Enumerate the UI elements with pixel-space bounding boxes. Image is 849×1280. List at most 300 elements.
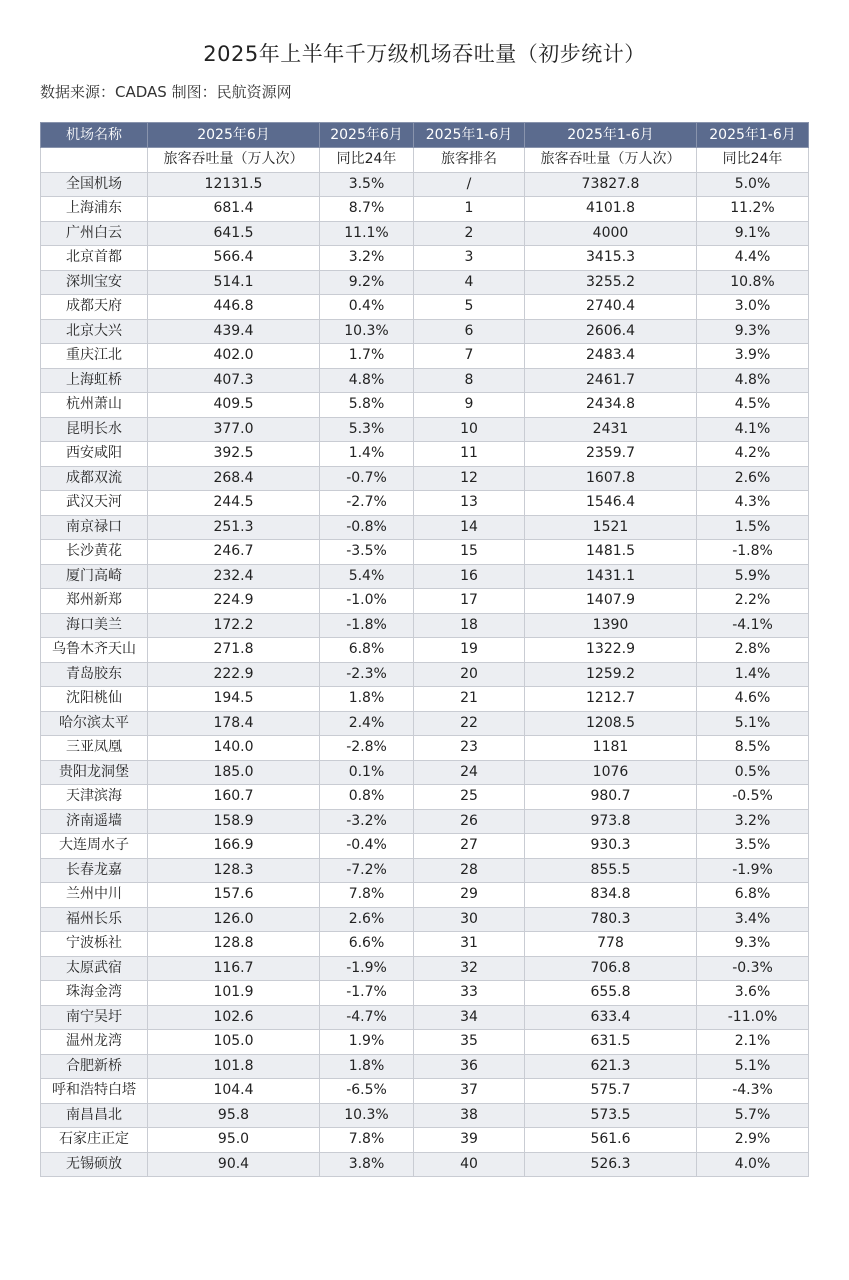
h1-rank-cell: 38 <box>414 1103 525 1128</box>
table-row <box>41 564 809 589</box>
h1-yoy-cell: 5.9% <box>697 564 809 589</box>
june-yoy-cell: -7.2% <box>320 858 414 883</box>
h1-yoy-cell: 5.0% <box>697 172 809 197</box>
h1-rank-cell: 34 <box>414 1005 525 1030</box>
table-row <box>41 662 809 687</box>
h1-yoy-cell: 0.5% <box>697 760 809 785</box>
h1-yoy-cell: -1.8% <box>697 540 809 565</box>
h1-passengers-cell: 1259.2 <box>525 662 697 687</box>
h1-rank-cell: 39 <box>414 1128 525 1153</box>
h1-rank-cell: 10 <box>414 417 525 442</box>
airport-name-cell: 杭州萧山 <box>41 393 148 418</box>
h1-yoy-cell: -11.0% <box>697 1005 809 1030</box>
table-row <box>41 736 809 761</box>
airport-name-cell: 广州白云 <box>41 221 148 246</box>
h1-yoy-cell: 5.7% <box>697 1103 809 1128</box>
h1-passengers-cell: 2606.4 <box>525 319 697 344</box>
june-yoy-cell: 1.8% <box>320 1054 414 1079</box>
airport-name-cell: 长春龙嘉 <box>41 858 148 883</box>
h1-rank-cell: 32 <box>414 956 525 981</box>
june-yoy-cell: -1.0% <box>320 589 414 614</box>
h1-passengers-cell: 1076 <box>525 760 697 785</box>
airport-name-cell: 乌鲁木齐天山 <box>41 638 148 663</box>
june-yoy-cell: -0.8% <box>320 515 414 540</box>
june-yoy-cell: 5.4% <box>320 564 414 589</box>
h1-yoy-cell: 4.2% <box>697 442 809 467</box>
h1-yoy-cell: 3.6% <box>697 981 809 1006</box>
june-passengers-cell: 402.0 <box>148 344 320 369</box>
h1-yoy-cell: -4.1% <box>697 613 809 638</box>
h1-yoy-cell: 10.8% <box>697 270 809 295</box>
june-passengers-cell: 90.4 <box>148 1152 320 1177</box>
airport-name-cell: 北京首都 <box>41 246 148 271</box>
airport-name-cell: 无锡硕放 <box>41 1152 148 1177</box>
june-passengers-cell: 158.9 <box>148 809 320 834</box>
h1-yoy-cell: 4.5% <box>697 393 809 418</box>
june-yoy-cell: 1.8% <box>320 687 414 712</box>
june-yoy-cell: 6.6% <box>320 932 414 957</box>
column-header-h1-rank: 2025年1-6月 <box>414 123 525 148</box>
june-passengers-cell: 105.0 <box>148 1030 320 1055</box>
june-yoy-cell: -3.5% <box>320 540 414 565</box>
june-yoy-cell: 2.4% <box>320 711 414 736</box>
june-passengers-cell: 224.9 <box>148 589 320 614</box>
table-row <box>41 442 809 467</box>
table-row <box>41 1030 809 1055</box>
h1-passengers-cell: 834.8 <box>525 883 697 908</box>
airport-name-cell: 宁波栎社 <box>41 932 148 957</box>
h1-yoy-cell: 5.1% <box>697 1054 809 1079</box>
june-passengers-cell: 271.8 <box>148 638 320 663</box>
h1-passengers-cell: 1390 <box>525 613 697 638</box>
h1-yoy-cell: 2.2% <box>697 589 809 614</box>
june-yoy-cell: -1.9% <box>320 956 414 981</box>
h1-passengers-cell: 1212.7 <box>525 687 697 712</box>
table-row <box>41 515 809 540</box>
h1-yoy-cell: -0.5% <box>697 785 809 810</box>
airport-name-cell: 石家庄正定 <box>41 1128 148 1153</box>
h1-yoy-cell: 9.1% <box>697 221 809 246</box>
june-yoy-cell: -2.3% <box>320 662 414 687</box>
june-yoy-cell: 2.6% <box>320 907 414 932</box>
h1-yoy-cell: 2.1% <box>697 1030 809 1055</box>
table-row <box>41 613 809 638</box>
table-row <box>41 1103 809 1128</box>
h1-passengers-cell: 526.3 <box>525 1152 697 1177</box>
h1-rank-cell: 12 <box>414 466 525 491</box>
june-passengers-cell: 128.3 <box>148 858 320 883</box>
june-passengers-cell: 641.5 <box>148 221 320 246</box>
h1-passengers-cell: 73827.8 <box>525 172 697 197</box>
june-passengers-cell: 157.6 <box>148 883 320 908</box>
column-header-h1-yoy: 2025年1-6月 <box>697 123 809 148</box>
table-row <box>41 834 809 859</box>
june-yoy-cell: 10.3% <box>320 319 414 344</box>
airport-name-cell: 成都双流 <box>41 466 148 491</box>
table-row <box>41 197 809 222</box>
june-passengers-cell: 407.3 <box>148 368 320 393</box>
june-passengers-cell: 409.5 <box>148 393 320 418</box>
june-passengers-cell: 392.5 <box>148 442 320 467</box>
h1-passengers-cell: 1546.4 <box>525 491 697 516</box>
airport-name-cell: 深圳宝安 <box>41 270 148 295</box>
table-row <box>41 295 809 320</box>
h1-rank-cell: 19 <box>414 638 525 663</box>
h1-rank-cell: 4 <box>414 270 525 295</box>
h1-rank-cell: 16 <box>414 564 525 589</box>
h1-yoy-cell: -4.3% <box>697 1079 809 1104</box>
h1-rank-cell: 11 <box>414 442 525 467</box>
june-yoy-cell: -1.8% <box>320 613 414 638</box>
june-yoy-cell: 9.2% <box>320 270 414 295</box>
airport-name-cell: 海口美兰 <box>41 613 148 638</box>
june-yoy-cell: 0.4% <box>320 295 414 320</box>
h1-rank-cell: 37 <box>414 1079 525 1104</box>
june-passengers-cell: 194.5 <box>148 687 320 712</box>
june-passengers-cell: 104.4 <box>148 1079 320 1104</box>
table-row <box>41 907 809 932</box>
h1-passengers-cell: 973.8 <box>525 809 697 834</box>
june-passengers-cell: 566.4 <box>148 246 320 271</box>
june-passengers-cell: 95.0 <box>148 1128 320 1153</box>
june-passengers-cell: 377.0 <box>148 417 320 442</box>
h1-passengers-cell: 930.3 <box>525 834 697 859</box>
column-header-june-yoy: 2025年6月 <box>320 123 414 148</box>
h1-rank-cell: 2 <box>414 221 525 246</box>
june-yoy-cell: -4.7% <box>320 1005 414 1030</box>
h1-rank-cell: 14 <box>414 515 525 540</box>
h1-rank-cell: 24 <box>414 760 525 785</box>
june-passengers-cell: 12131.5 <box>148 172 320 197</box>
h1-yoy-cell: 2.8% <box>697 638 809 663</box>
h1-passengers-cell: 2431 <box>525 417 697 442</box>
june-yoy-cell: -2.7% <box>320 491 414 516</box>
h1-rank-cell: 6 <box>414 319 525 344</box>
h1-passengers-cell: 575.7 <box>525 1079 697 1104</box>
airport-name-cell: 北京大兴 <box>41 319 148 344</box>
h1-yoy-cell: 4.3% <box>697 491 809 516</box>
h1-rank-cell: 28 <box>414 858 525 883</box>
h1-yoy-cell: -0.3% <box>697 956 809 981</box>
airport-name-cell: 温州龙湾 <box>41 1030 148 1055</box>
june-passengers-cell: 681.4 <box>148 197 320 222</box>
june-yoy-cell: 5.3% <box>320 417 414 442</box>
column-subheader-june-passengers: 旅客吞吐量（万人次） <box>148 148 320 173</box>
june-yoy-cell: 7.8% <box>320 883 414 908</box>
table-row <box>41 1005 809 1030</box>
h1-rank-cell: 8 <box>414 368 525 393</box>
june-passengers-cell: 166.9 <box>148 834 320 859</box>
h1-passengers-cell: 3255.2 <box>525 270 697 295</box>
airport-name-cell: 珠海金湾 <box>41 981 148 1006</box>
h1-passengers-cell: 855.5 <box>525 858 697 883</box>
june-yoy-cell: -6.5% <box>320 1079 414 1104</box>
h1-passengers-cell: 3415.3 <box>525 246 697 271</box>
h1-rank-cell: 31 <box>414 932 525 957</box>
june-passengers-cell: 178.4 <box>148 711 320 736</box>
h1-passengers-cell: 655.8 <box>525 981 697 1006</box>
column-subheader-h1-passengers: 旅客吞吐量（万人次） <box>525 148 697 173</box>
airport-name-cell: 呼和浩特白塔 <box>41 1079 148 1104</box>
h1-passengers-cell: 4101.8 <box>525 197 697 222</box>
airport-name-cell: 成都天府 <box>41 295 148 320</box>
h1-passengers-cell: 1407.9 <box>525 589 697 614</box>
h1-yoy-cell: 3.5% <box>697 834 809 859</box>
airport-name-cell: 南京禄口 <box>41 515 148 540</box>
h1-passengers-cell: 2434.8 <box>525 393 697 418</box>
june-yoy-cell: 1.9% <box>320 1030 414 1055</box>
table-row <box>41 932 809 957</box>
h1-rank-cell: 33 <box>414 981 525 1006</box>
june-yoy-cell: 10.3% <box>320 1103 414 1128</box>
h1-yoy-cell: 3.2% <box>697 809 809 834</box>
h1-rank-cell: 25 <box>414 785 525 810</box>
h1-rank-cell: 23 <box>414 736 525 761</box>
table-row <box>41 540 809 565</box>
june-yoy-cell: 1.4% <box>320 442 414 467</box>
june-yoy-cell: 6.8% <box>320 638 414 663</box>
h1-passengers-cell: 706.8 <box>525 956 697 981</box>
table-row <box>41 589 809 614</box>
data-source-credit: 数据来源：CADAS 制图：民航资源网 <box>40 83 292 101</box>
h1-passengers-cell: 1208.5 <box>525 711 697 736</box>
june-passengers-cell: 222.9 <box>148 662 320 687</box>
airport-name-cell: 上海虹桥 <box>41 368 148 393</box>
airport-name-cell: 三亚凤凰 <box>41 736 148 761</box>
table-row <box>41 368 809 393</box>
h1-passengers-cell: 631.5 <box>525 1030 697 1055</box>
column-subheader-june-yoy: 同比24年 <box>320 148 414 173</box>
h1-passengers-cell: 2740.4 <box>525 295 697 320</box>
table-row <box>41 711 809 736</box>
h1-rank-cell: 18 <box>414 613 525 638</box>
h1-rank-cell: 21 <box>414 687 525 712</box>
airport-name-cell: 太原武宿 <box>41 956 148 981</box>
h1-passengers-cell: 1481.5 <box>525 540 697 565</box>
h1-rank-cell: 3 <box>414 246 525 271</box>
table-row <box>41 1079 809 1104</box>
table-row <box>41 246 809 271</box>
page-title: 2025年上半年千万级机场吞吐量（初步统计） <box>203 42 646 66</box>
h1-rank-cell: 36 <box>414 1054 525 1079</box>
airport-name-cell: 南昌昌北 <box>41 1103 148 1128</box>
june-passengers-cell: 268.4 <box>148 466 320 491</box>
june-passengers-cell: 246.7 <box>148 540 320 565</box>
h1-passengers-cell: 2461.7 <box>525 368 697 393</box>
h1-rank-cell: 5 <box>414 295 525 320</box>
airport-name-cell: 济南遥墙 <box>41 809 148 834</box>
june-yoy-cell: -3.2% <box>320 809 414 834</box>
june-yoy-cell: 1.7% <box>320 344 414 369</box>
june-yoy-cell: 5.8% <box>320 393 414 418</box>
june-yoy-cell: 0.8% <box>320 785 414 810</box>
june-yoy-cell: -2.8% <box>320 736 414 761</box>
h1-passengers-cell: 2483.4 <box>525 344 697 369</box>
airport-name-cell: 南宁吴圩 <box>41 1005 148 1030</box>
airport-name-cell: 天津滨海 <box>41 785 148 810</box>
table-row <box>41 883 809 908</box>
june-yoy-cell: 7.8% <box>320 1128 414 1153</box>
header-row-metric <box>41 148 809 173</box>
table-row <box>41 172 809 197</box>
h1-rank-cell: 22 <box>414 711 525 736</box>
h1-yoy-cell: 5.1% <box>697 711 809 736</box>
june-passengers-cell: 102.6 <box>148 1005 320 1030</box>
airport-name-cell: 西安咸阳 <box>41 442 148 467</box>
h1-rank-cell: 26 <box>414 809 525 834</box>
h1-yoy-cell: 9.3% <box>697 932 809 957</box>
june-passengers-cell: 140.0 <box>148 736 320 761</box>
june-passengers-cell: 160.7 <box>148 785 320 810</box>
airport-name-cell: 哈尔滨太平 <box>41 711 148 736</box>
h1-rank-cell: 9 <box>414 393 525 418</box>
june-yoy-cell: -0.7% <box>320 466 414 491</box>
airport-name-cell: 贵阳龙洞堡 <box>41 760 148 785</box>
h1-yoy-cell: 4.6% <box>697 687 809 712</box>
h1-rank-cell: 35 <box>414 1030 525 1055</box>
june-yoy-cell: 8.7% <box>320 197 414 222</box>
june-passengers-cell: 185.0 <box>148 760 320 785</box>
h1-yoy-cell: 3.4% <box>697 907 809 932</box>
airport-name-cell: 郑州新郑 <box>41 589 148 614</box>
june-passengers-cell: 439.4 <box>148 319 320 344</box>
table-row <box>41 638 809 663</box>
table-row <box>41 956 809 981</box>
airport-name-cell: 兰州中川 <box>41 883 148 908</box>
h1-yoy-cell: 1.4% <box>697 662 809 687</box>
header-row-period <box>41 123 809 148</box>
h1-rank-cell: / <box>414 172 525 197</box>
table-row <box>41 809 809 834</box>
table-row <box>41 1152 809 1177</box>
airport-name-cell: 武汉天河 <box>41 491 148 516</box>
h1-passengers-cell: 633.4 <box>525 1005 697 1030</box>
h1-rank-cell: 15 <box>414 540 525 565</box>
h1-rank-cell: 13 <box>414 491 525 516</box>
june-passengers-cell: 128.8 <box>148 932 320 957</box>
airport-name-cell: 青岛胶东 <box>41 662 148 687</box>
h1-yoy-cell: -1.9% <box>697 858 809 883</box>
table-row <box>41 417 809 442</box>
h1-yoy-cell: 8.5% <box>697 736 809 761</box>
airport-name-cell: 全国机场 <box>41 172 148 197</box>
june-yoy-cell: 4.8% <box>320 368 414 393</box>
june-yoy-cell: 0.1% <box>320 760 414 785</box>
h1-yoy-cell: 2.9% <box>697 1128 809 1153</box>
h1-passengers-cell: 1431.1 <box>525 564 697 589</box>
june-passengers-cell: 101.8 <box>148 1054 320 1079</box>
june-passengers-cell: 116.7 <box>148 956 320 981</box>
column-subheader-airport-name <box>41 148 148 173</box>
june-passengers-cell: 514.1 <box>148 270 320 295</box>
h1-passengers-cell: 561.6 <box>525 1128 697 1153</box>
h1-yoy-cell: 4.8% <box>697 368 809 393</box>
h1-rank-cell: 20 <box>414 662 525 687</box>
h1-passengers-cell: 4000 <box>525 221 697 246</box>
airport-throughput-table <box>40 122 809 1177</box>
june-yoy-cell: 11.1% <box>320 221 414 246</box>
table-row <box>41 785 809 810</box>
june-passengers-cell: 244.5 <box>148 491 320 516</box>
h1-passengers-cell: 621.3 <box>525 1054 697 1079</box>
h1-yoy-cell: 6.8% <box>697 883 809 908</box>
h1-passengers-cell: 1181 <box>525 736 697 761</box>
table-row <box>41 981 809 1006</box>
june-passengers-cell: 172.2 <box>148 613 320 638</box>
h1-rank-cell: 1 <box>414 197 525 222</box>
june-passengers-cell: 126.0 <box>148 907 320 932</box>
h1-yoy-cell: 2.6% <box>697 466 809 491</box>
h1-passengers-cell: 1322.9 <box>525 638 697 663</box>
airport-name-cell: 上海浦东 <box>41 197 148 222</box>
june-yoy-cell: 3.2% <box>320 246 414 271</box>
h1-rank-cell: 7 <box>414 344 525 369</box>
table-row <box>41 319 809 344</box>
table-row <box>41 1128 809 1153</box>
table-row <box>41 858 809 883</box>
column-header-june-passengers: 2025年6月 <box>148 123 320 148</box>
h1-yoy-cell: 11.2% <box>697 197 809 222</box>
june-passengers-cell: 251.3 <box>148 515 320 540</box>
h1-passengers-cell: 780.3 <box>525 907 697 932</box>
june-passengers-cell: 446.8 <box>148 295 320 320</box>
column-header-airport-name: 机场名称 <box>41 123 148 148</box>
column-header-h1-passengers: 2025年1-6月 <box>525 123 697 148</box>
h1-passengers-cell: 1607.8 <box>525 466 697 491</box>
h1-yoy-cell: 4.0% <box>697 1152 809 1177</box>
h1-passengers-cell: 980.7 <box>525 785 697 810</box>
h1-yoy-cell: 3.0% <box>697 295 809 320</box>
june-passengers-cell: 232.4 <box>148 564 320 589</box>
h1-yoy-cell: 3.9% <box>697 344 809 369</box>
h1-rank-cell: 27 <box>414 834 525 859</box>
table-body <box>41 172 809 1177</box>
airport-name-cell: 长沙黄花 <box>41 540 148 565</box>
june-passengers-cell: 101.9 <box>148 981 320 1006</box>
h1-passengers-cell: 1521 <box>525 515 697 540</box>
h1-rank-cell: 40 <box>414 1152 525 1177</box>
june-yoy-cell: 3.5% <box>320 172 414 197</box>
june-yoy-cell: 3.8% <box>320 1152 414 1177</box>
table-row <box>41 466 809 491</box>
table-row <box>41 393 809 418</box>
table-row <box>41 1054 809 1079</box>
table-row <box>41 344 809 369</box>
h1-passengers-cell: 573.5 <box>525 1103 697 1128</box>
airport-name-cell: 昆明长水 <box>41 417 148 442</box>
h1-yoy-cell: 4.4% <box>697 246 809 271</box>
table-row <box>41 491 809 516</box>
table-row <box>41 270 809 295</box>
h1-yoy-cell: 1.5% <box>697 515 809 540</box>
table-row <box>41 221 809 246</box>
airport-name-cell: 沈阳桃仙 <box>41 687 148 712</box>
h1-rank-cell: 17 <box>414 589 525 614</box>
june-passengers-cell: 95.8 <box>148 1103 320 1128</box>
airport-name-cell: 重庆江北 <box>41 344 148 369</box>
airport-name-cell: 厦门高崎 <box>41 564 148 589</box>
june-yoy-cell: -0.4% <box>320 834 414 859</box>
airport-name-cell: 合肥新桥 <box>41 1054 148 1079</box>
h1-rank-cell: 29 <box>414 883 525 908</box>
june-yoy-cell: -1.7% <box>320 981 414 1006</box>
column-subheader-h1-yoy: 同比24年 <box>697 148 809 173</box>
h1-yoy-cell: 4.1% <box>697 417 809 442</box>
table-row <box>41 687 809 712</box>
h1-yoy-cell: 9.3% <box>697 319 809 344</box>
h1-passengers-cell: 2359.7 <box>525 442 697 467</box>
table-row <box>41 760 809 785</box>
